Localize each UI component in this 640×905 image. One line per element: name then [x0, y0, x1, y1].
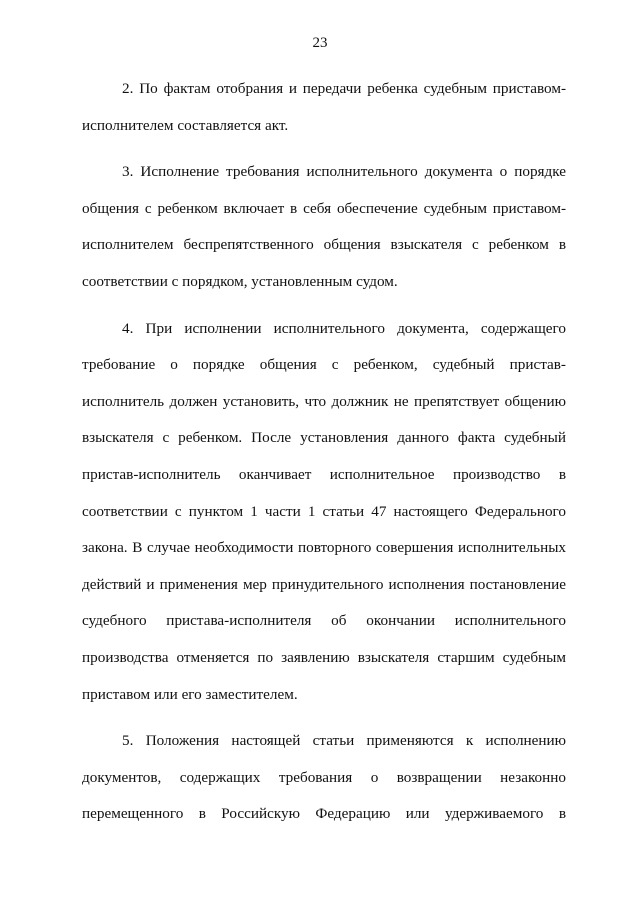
paragraph-3: [82, 154, 566, 300]
text-line: соответствии с пунктом 1 части 1 статьи 47 настоящего Федерального: [82, 502, 566, 520]
text-line: пристав-исполнитель оканчивает исполнительное производство в: [82, 465, 566, 483]
text-line: закона. В случае необходимости повторного совершения исполнительных: [82, 539, 566, 557]
text-line: соответствии с порядком, установленным судом.: [82, 272, 398, 290]
text-line: 4. При исполнении исполнительного документа, содержащего: [122, 319, 566, 337]
text-line: перемещенного в Российскую Федерацию или удерживаемого в: [82, 805, 566, 823]
paragraph-4: [82, 311, 566, 714]
text-line: исполнителем составляется акт.: [82, 116, 289, 134]
text-line: взыскателя с ребенком. После установления данного факта судебный: [82, 429, 566, 447]
page-number: 23: [312, 35, 328, 51]
paragraph-5: [82, 723, 566, 833]
text-line: документов, содержащих требования о возвращении незаконно: [82, 768, 566, 786]
text-line: требование о порядке общения с ребенком, судебный пристав-: [82, 356, 566, 374]
text-line: 5. Положения настоящей статьи применяются к исполнению: [122, 732, 566, 750]
text-line: общения с ребенком включает в себя обеспечение судебным приставом-: [82, 199, 566, 217]
text-line: 2. По фактам отобрания и передачи ребенка судебным приставом-: [122, 80, 566, 97]
text-line: судебного пристава-исполнителя об окончании исполнительного: [82, 612, 566, 630]
text-line: исполнитель должен установить, что должник не препятствует общению: [82, 392, 566, 410]
text-line: действий и применения мер принудительного исполнения постановление: [82, 575, 566, 593]
text-line: приставом или его заместителем.: [82, 685, 298, 703]
text-line: 3. Исполнение требования исполнительного документа о порядке: [122, 163, 566, 181]
document-body: [82, 71, 566, 833]
text-line: производства отменяется по заявлению взыскателя старшим судебным: [82, 648, 566, 666]
paragraph-2: [82, 71, 566, 144]
text-line: исполнителем беспрепятственного общения взыскателя с ребенком в: [82, 236, 566, 254]
